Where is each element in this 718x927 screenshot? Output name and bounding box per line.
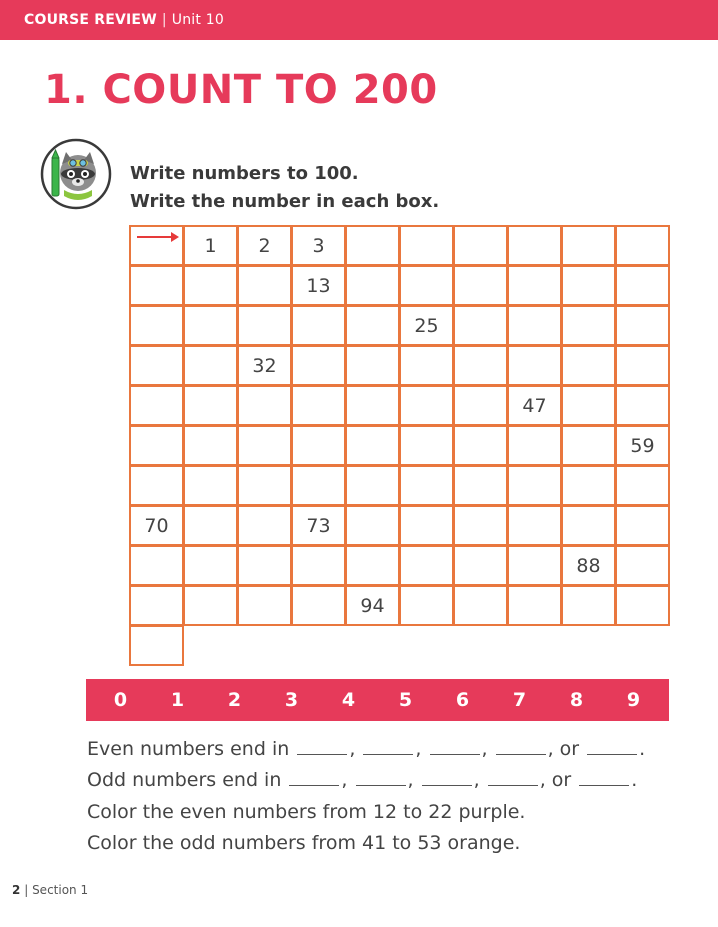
grid-cell-given: 94 — [345, 585, 400, 626]
grid-cell-blank[interactable] — [561, 425, 616, 466]
odd-blank-2[interactable] — [356, 771, 406, 786]
grid-cell-blank[interactable] — [399, 425, 454, 466]
grid-cell-blank[interactable] — [129, 265, 184, 306]
comma: , — [341, 769, 348, 791]
grid-spacer — [183, 625, 238, 666]
grid-cell-blank[interactable] — [291, 385, 346, 426]
grid-cell-given: 25 — [399, 305, 454, 346]
grid-cell-blank[interactable] — [561, 225, 616, 266]
even-blank-3[interactable] — [430, 740, 480, 755]
grid-cell-blank[interactable] — [507, 265, 562, 306]
grid-cell-blank[interactable] — [237, 305, 292, 346]
grid-cell-blank[interactable] — [291, 425, 346, 466]
grid-cell-blank[interactable] — [615, 585, 670, 626]
grid-spacer — [453, 625, 508, 666]
grid-spacer — [507, 625, 562, 666]
grid-cell-blank[interactable] — [561, 505, 616, 546]
grid-cell-blank[interactable] — [183, 385, 238, 426]
grid-cell-blank[interactable] — [399, 265, 454, 306]
grid-cell-blank[interactable] — [129, 305, 184, 346]
grid-cell-given: 3 — [291, 225, 346, 266]
grid-cell-blank[interactable] — [183, 345, 238, 386]
grid-cell-given: 1 — [183, 225, 238, 266]
even-numbers-question — [87, 738, 645, 760]
grid-cell-given: 70 — [129, 505, 184, 546]
color-even-instruction: Color the even numbers from 12 to 22 purple. — [87, 801, 526, 823]
grid-cell-blank[interactable] — [399, 545, 454, 586]
instruction-line-1: Write numbers to 100. — [130, 163, 359, 184]
grid-cell-blank[interactable] — [183, 505, 238, 546]
grid-cell-blank[interactable] — [129, 625, 184, 666]
grid-cell-blank[interactable] — [507, 465, 562, 506]
grid-cell-blank[interactable] — [291, 305, 346, 346]
grid-cell-blank[interactable] — [345, 425, 400, 466]
grid-cell-blank[interactable] — [615, 265, 670, 306]
footer-separator: | — [24, 883, 29, 897]
ones-digit: 0 — [113, 689, 128, 711]
grid-cell-blank[interactable] — [453, 345, 508, 386]
comma: , — [481, 738, 488, 760]
grid-cell-blank[interactable] — [291, 465, 346, 506]
grid-cell-blank[interactable] — [615, 345, 670, 386]
ones-digits-bar — [86, 679, 669, 721]
grid-spacer — [561, 625, 616, 666]
ones-digit: 5 — [398, 689, 413, 711]
hundred-chart-grid — [130, 226, 670, 666]
grid-cell-blank[interactable] — [237, 425, 292, 466]
instruction-line-2: Write the number in each box. — [130, 191, 440, 212]
even-blank-1[interactable] — [297, 740, 347, 755]
even-blank-2[interactable] — [363, 740, 413, 755]
grid-cell-given: 13 — [291, 265, 346, 306]
grid-cell-blank[interactable] — [507, 545, 562, 586]
grid-cell-blank[interactable] — [237, 265, 292, 306]
grid-cell-blank[interactable] — [399, 465, 454, 506]
page-number: 2 — [12, 883, 21, 897]
raccoon-with-crayon-icon — [40, 138, 112, 210]
grid-cell-blank[interactable] — [129, 425, 184, 466]
grid-cell-blank[interactable] — [345, 265, 400, 306]
color-odd-instruction: Color the odd numbers from 41 to 53 orange. — [87, 832, 521, 854]
grid-cell-blank[interactable] — [615, 505, 670, 546]
grid-cell-blank[interactable] — [507, 305, 562, 346]
period: . — [639, 738, 646, 760]
grid-spacer — [237, 625, 292, 666]
ones-digit: 4 — [341, 689, 356, 711]
grid-cell-blank[interactable] — [129, 545, 184, 586]
grid-cell-blank[interactable] — [129, 585, 184, 626]
grid-cell-blank[interactable] — [183, 545, 238, 586]
odd-numbers-question — [87, 769, 637, 791]
course-review-label: COURSE REVIEW — [24, 12, 157, 28]
grid-cell-blank[interactable] — [237, 465, 292, 506]
grid-cell-blank[interactable] — [237, 505, 292, 546]
ones-digit: 3 — [284, 689, 299, 711]
odd-blank-4[interactable] — [488, 771, 538, 786]
grid-spacer — [291, 625, 346, 666]
header-separator: | — [161, 12, 167, 28]
grid-cell-blank[interactable] — [345, 505, 400, 546]
grid-cell-blank[interactable] — [291, 545, 346, 586]
comma: , — [407, 769, 414, 791]
grid-cell-blank[interactable] — [615, 385, 670, 426]
grid-cell-blank[interactable] — [399, 225, 454, 266]
grid-cell-blank[interactable] — [345, 305, 400, 346]
or-word: , or — [539, 769, 572, 791]
grid-cell-blank[interactable] — [561, 345, 616, 386]
header-bar — [0, 0, 718, 40]
grid-cell-blank[interactable] — [291, 585, 346, 626]
grid-cell-blank[interactable] — [453, 585, 508, 626]
ones-digit: 6 — [455, 689, 470, 711]
grid-cell-blank[interactable] — [345, 385, 400, 426]
grid-cell-blank[interactable] — [615, 305, 670, 346]
grid-cell-blank[interactable] — [183, 265, 238, 306]
grid-cell-blank[interactable] — [345, 225, 400, 266]
odd-blank-3[interactable] — [422, 771, 472, 786]
grid-cell-blank[interactable] — [561, 305, 616, 346]
grid-cell-blank[interactable] — [507, 225, 562, 266]
even-prefix: Even numbers end in — [87, 738, 290, 760]
grid-cell-given: 2 — [237, 225, 292, 266]
grid-cell-start[interactable] — [129, 225, 184, 266]
grid-cell-blank[interactable] — [399, 505, 454, 546]
grid-cell-blank[interactable] — [399, 385, 454, 426]
grid-cell-blank[interactable] — [615, 225, 670, 266]
grid-cell-blank[interactable] — [183, 465, 238, 506]
grid-cell-blank[interactable] — [453, 425, 508, 466]
grid-cell-blank[interactable] — [453, 225, 508, 266]
odd-prefix: Odd numbers end in — [87, 769, 282, 791]
grid-cell-blank[interactable] — [345, 465, 400, 506]
odd-blank-1[interactable] — [289, 771, 339, 786]
grid-cell-blank[interactable] — [453, 465, 508, 506]
grid-cell-blank[interactable] — [129, 465, 184, 506]
ones-digit: 7 — [512, 689, 527, 711]
grid-cell-blank[interactable] — [129, 345, 184, 386]
grid-cell-blank[interactable] — [453, 545, 508, 586]
grid-cell-blank[interactable] — [237, 385, 292, 426]
grid-cell-blank[interactable] — [561, 265, 616, 306]
page-footer — [12, 883, 88, 897]
right-arrow-icon — [135, 231, 181, 245]
even-blank-4[interactable] — [496, 740, 546, 755]
ones-digit: 9 — [626, 689, 641, 711]
comma: , — [473, 769, 480, 791]
grid-cell-blank[interactable] — [507, 425, 562, 466]
grid-cell-given: 73 — [291, 505, 346, 546]
grid-cell-given: 59 — [615, 425, 670, 466]
even-blank-5[interactable] — [587, 740, 637, 755]
grid-cell-blank[interactable] — [561, 385, 616, 426]
grid-cell-blank[interactable] — [615, 545, 670, 586]
ones-digit: 1 — [170, 689, 185, 711]
comma: , — [415, 738, 422, 760]
page-title: 1. COUNT TO 200 — [44, 67, 438, 113]
grid-cell-blank[interactable] — [615, 465, 670, 506]
grid-cell-blank[interactable] — [291, 345, 346, 386]
grid-cell-blank[interactable] — [129, 385, 184, 426]
grid-cell-blank[interactable] — [399, 585, 454, 626]
grid-cell-blank[interactable] — [507, 345, 562, 386]
ones-digit: 8 — [569, 689, 584, 711]
grid-cell-blank[interactable] — [183, 585, 238, 626]
grid-cell-blank[interactable] — [507, 585, 562, 626]
grid-cell-blank[interactable] — [453, 505, 508, 546]
comma: , — [349, 738, 356, 760]
grid-spacer — [345, 625, 400, 666]
header-text — [24, 12, 224, 28]
period: . — [631, 769, 638, 791]
footer-section: Section 1 — [32, 883, 89, 897]
grid-cell-blank[interactable] — [183, 305, 238, 346]
grid-cell-blank[interactable] — [453, 305, 508, 346]
grid-cell-blank[interactable] — [507, 505, 562, 546]
grid-cell-given: 47 — [507, 385, 562, 426]
unit-label: Unit 10 — [171, 12, 224, 28]
grid-cell-blank[interactable] — [399, 345, 454, 386]
grid-cell-blank[interactable] — [453, 265, 508, 306]
or-word: , or — [547, 738, 580, 760]
grid-cell-blank[interactable] — [237, 585, 292, 626]
grid-cell-blank[interactable] — [561, 585, 616, 626]
grid-spacer — [615, 625, 670, 666]
odd-blank-5[interactable] — [579, 771, 629, 786]
grid-cell-blank[interactable] — [561, 465, 616, 506]
grid-cell-blank[interactable] — [237, 545, 292, 586]
grid-spacer — [399, 625, 454, 666]
grid-cell-blank[interactable] — [345, 545, 400, 586]
ones-digit: 2 — [227, 689, 242, 711]
grid-cell-given: 88 — [561, 545, 616, 586]
grid-cell-blank[interactable] — [453, 385, 508, 426]
grid-cell-blank[interactable] — [183, 425, 238, 466]
grid-cell-given: 32 — [237, 345, 292, 386]
grid-cell-blank[interactable] — [345, 345, 400, 386]
